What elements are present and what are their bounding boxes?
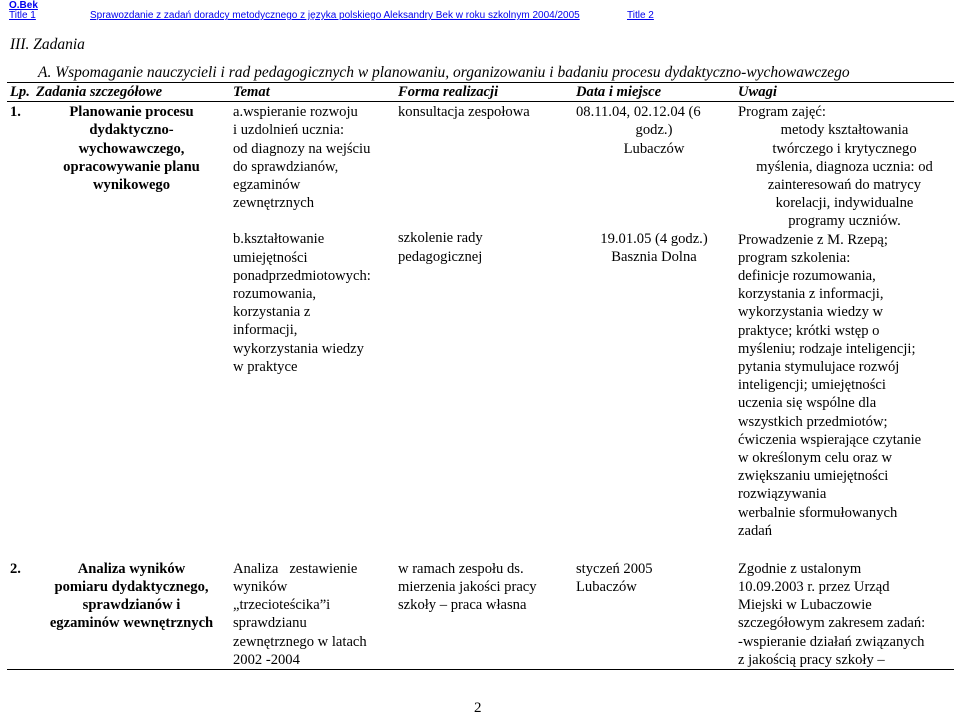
topic-line: ponadprzedmiotowych: <box>233 267 371 284</box>
task-cell <box>33 557 230 670</box>
notes-line: twórczego i krytycznego <box>772 140 917 157</box>
notes-cell <box>735 557 954 670</box>
notes-cell <box>735 102 954 557</box>
notes-line: wszystkich przedmiotów; <box>738 413 888 430</box>
header-uwagi: Uwagi <box>735 83 954 102</box>
topic-line: rozumowania, <box>233 286 317 303</box>
notes-line: szczegółowym zakresem zadań: <box>738 615 926 632</box>
topic-line: Analiza zestawienie <box>233 560 358 577</box>
notes-line: programy uczniów. <box>788 213 901 230</box>
topic-line: sprawdzianu <box>233 615 307 632</box>
table-row <box>7 557 954 670</box>
notes-line: -wspieranie działań związanych <box>738 633 925 650</box>
topic-line: do sprawdzianów, <box>233 158 339 175</box>
date-line: godz.) <box>635 122 673 139</box>
task-line: dydaktyczno- <box>89 122 174 139</box>
spacer <box>398 175 570 193</box>
header-zadania: Zadania szczegółowe <box>33 83 230 102</box>
place-line: Lubaczów <box>576 578 637 595</box>
notes-line: rozwiązywania <box>738 486 827 503</box>
form-cell <box>395 557 573 670</box>
task-line: Planowanie procesu <box>69 104 194 121</box>
notes-line: program szkolenia: <box>738 249 851 266</box>
place-line: Lubaczów <box>623 140 685 157</box>
form-line: konsultacja zespołowa <box>398 104 530 121</box>
notes-line: pytania stymulujace rozwój <box>738 359 900 376</box>
row-number: 2. <box>10 560 21 577</box>
spacer <box>576 194 732 212</box>
form-line: w ramach zespołu ds. <box>398 560 524 577</box>
form-line: pedagogicznej <box>398 248 483 265</box>
date-place-cell <box>573 557 735 670</box>
topic-line: wyników <box>233 578 288 595</box>
notes-line: z jakością pracy szkoły – <box>738 651 885 668</box>
tasks-table <box>7 82 954 670</box>
notes-line: zadań <box>738 522 773 539</box>
page-number: 2 <box>474 700 482 716</box>
topic-line: i uzdolnień ucznia: <box>233 122 345 139</box>
topic-line: b.kształtowanie <box>233 231 325 248</box>
table-row <box>7 102 954 557</box>
topic-line: informacji, <box>233 322 298 339</box>
table-header-row <box>7 83 954 102</box>
notes-line: metody kształtowania <box>780 122 909 139</box>
form-line: szkoły – praca własna <box>398 597 527 614</box>
spacer <box>576 176 732 194</box>
notes-line: ćwiczenia wspierające czytanie <box>738 431 922 448</box>
spacer <box>398 139 570 157</box>
notes-line: praktyce; krótki wstęp o <box>738 322 880 339</box>
notes-line: werbalnie sformułowanych <box>738 504 898 521</box>
topic-line: egzaminów <box>233 177 301 194</box>
task-line: wychowawczego, <box>78 140 185 157</box>
topic-line: w praktyce <box>233 358 298 375</box>
notes-line: myślenia, diagnoza ucznia: od <box>756 158 933 175</box>
notes-line: Zgodnie z ustalonym <box>738 560 862 577</box>
notes-line: 10.09.2003 r. przez Urząd <box>738 578 890 595</box>
form-cell <box>395 102 573 557</box>
title1-link[interactable]: Title 1 <box>9 10 36 21</box>
notes-line: definicje rozumowania, <box>738 268 876 285</box>
task-line: pomiaru dydaktycznego, <box>54 578 209 595</box>
header-data: Data i miejsce <box>573 83 735 102</box>
task-line: egzaminów wewnętrznych <box>49 615 214 632</box>
notes-line: Program zajęć: <box>738 104 826 121</box>
section-heading: III. Zadania <box>10 36 85 53</box>
spacer <box>398 211 570 229</box>
header-temat: Temat <box>230 83 395 102</box>
notes-line: korzystania z informacji, <box>738 286 884 303</box>
task-cell <box>33 102 230 557</box>
author-link[interactable]: O.Bek <box>9 0 38 11</box>
notes-line: wykorzystania wiedzy w <box>738 304 884 321</box>
date-line: 19.01.05 (4 godz.) <box>600 230 708 247</box>
topic-line: umiejętności <box>233 249 308 266</box>
notes-line: zainteresowań do matrycy <box>767 177 922 194</box>
date-place-cell <box>573 102 735 557</box>
section-subheading: A. Wspomaganie nauczycieli i rad pedagogicznych w planowaniu, organizowaniu i badaniu procesu dydaktyczno-wychowawczego <box>38 64 850 81</box>
topic-cell <box>230 102 395 557</box>
topic-line: od diagnozy na wejściu <box>233 140 371 157</box>
spacer <box>398 193 570 211</box>
topic-line: „trzecioteścika”i <box>233 597 331 614</box>
topic-line: a.wspieranie rozwoju <box>233 104 358 121</box>
notes-line: Miejski w Lubaczowie <box>738 597 872 614</box>
date-line: 08.11.04, 02.12.04 (6 <box>576 104 701 121</box>
form-line: mierzenia jakości pracy <box>398 578 537 595</box>
notes-line: uczenia się wspólne dla <box>738 395 877 412</box>
notes-line: Prowadzenie z M. Rzepą; <box>738 231 888 248</box>
header-forma: Forma realizacji <box>395 83 573 102</box>
place-line: Basznia Dolna <box>611 249 697 266</box>
date-line: styczeń 2005 <box>576 560 653 577</box>
notes-line: w określonym celu oraz w <box>738 450 892 467</box>
topic-line: zewnętrznego w latach <box>233 633 367 650</box>
task-line: wynikowego <box>92 177 171 194</box>
spacer <box>398 121 570 139</box>
row-number: 1. <box>10 104 21 121</box>
spacer <box>233 212 392 230</box>
header-lp: Lp. <box>7 83 33 102</box>
topic-line: zewnętrznych <box>233 195 315 212</box>
spacer <box>576 212 732 230</box>
topic-line: wykorzystania wiedzy <box>233 340 364 357</box>
task-line: opracowywanie planu <box>63 158 200 175</box>
topic-line: korzystania z <box>233 304 311 321</box>
topic-cell <box>230 557 395 670</box>
topic-line: 2002 -2004 <box>233 651 300 668</box>
report-title-link[interactable]: Sprawozdanie z zadań doradcy metodycznego z języka polskiego Aleksandry Bek w roku szkolnym 2004/2005 <box>90 10 580 21</box>
task-line: Analiza wyników <box>77 560 186 577</box>
title2-link[interactable]: Title 2 <box>627 10 654 21</box>
notes-line: myśleniu; rodzaje inteligencji; <box>738 340 916 357</box>
task-line: sprawdzianów i <box>82 597 181 614</box>
notes-line: zwiększaniu umiejętności <box>738 468 889 485</box>
spacer <box>398 157 570 175</box>
spacer <box>576 158 732 176</box>
notes-line: korelacji, indywidualne <box>775 195 914 212</box>
notes-line: inteligencji; umiejętności <box>738 377 886 394</box>
form-line: szkolenie rady <box>398 230 483 247</box>
